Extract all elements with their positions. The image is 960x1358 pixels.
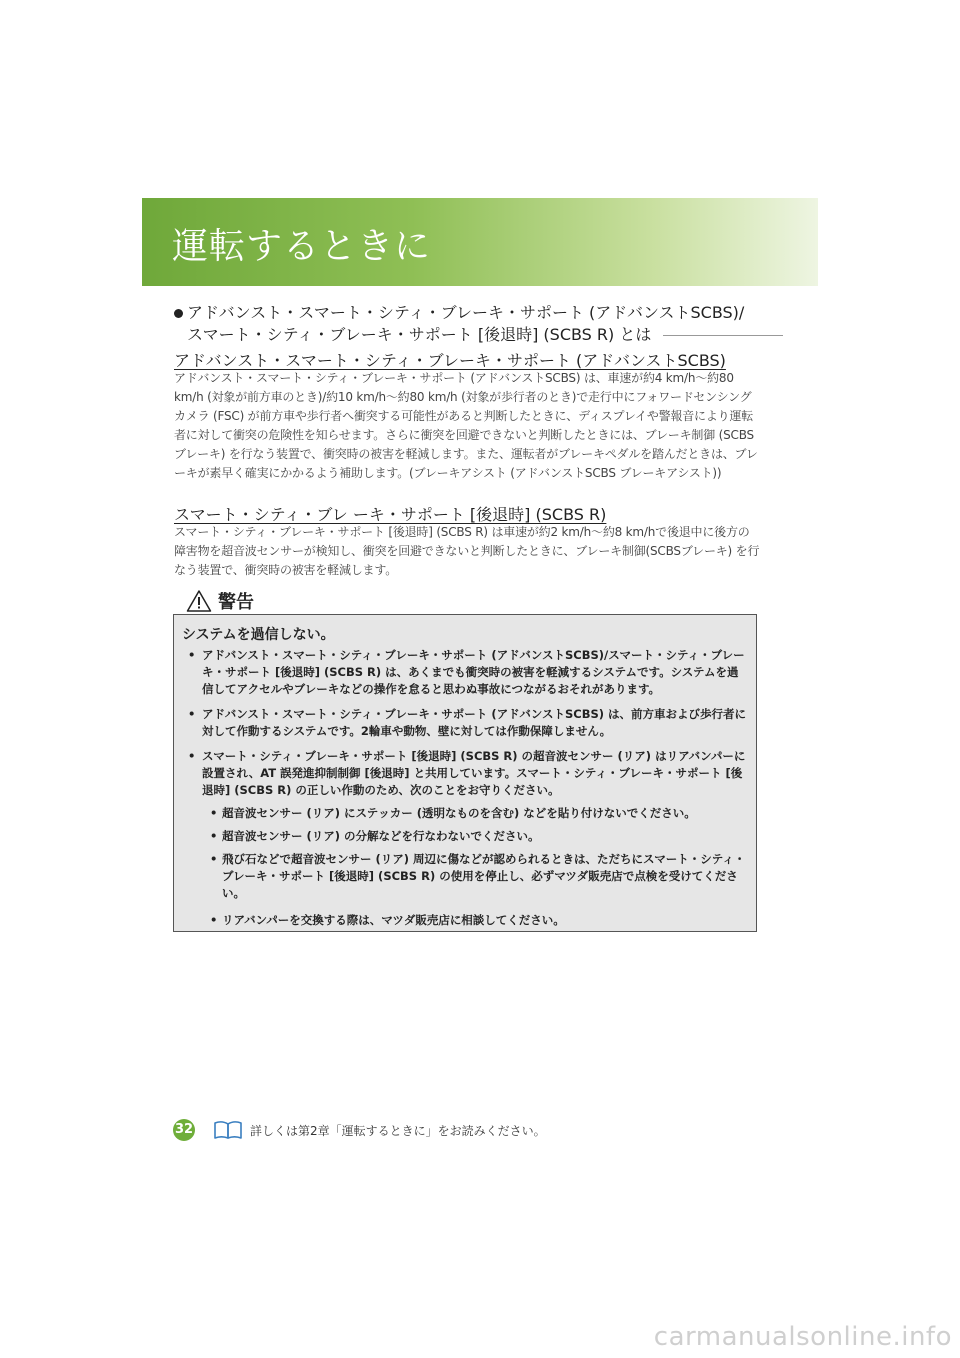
chapter-banner [142, 198, 818, 286]
warning-triangle-icon [186, 589, 212, 613]
heading-rule [663, 335, 783, 336]
section-heading [174, 302, 764, 346]
warning-subitem: • リアバンパーを交換する際は、マツダ販売店に相談してください。 [202, 912, 748, 929]
warning-item [182, 748, 748, 929]
advanced-scbs-body: アドバンスト・スマート・シティ・ブレーキ・サポート (アドバンストSCBS) は、車速が約4 km/h〜約80 km/h (対象が前方車のとき)/約10 km/h〜約80 km/h (対象が歩行者のとき)で走行中にフォワードセンシングカメラ (FSC) が前方車や歩行者へ衝突する可能性があると判断したときに、ディスプレイや警報音により運転者に対して衝突の危険性を知らせます。さらに衝突を回避できないと判断したときには、ブレーキ制御 (SCBS ブレーキ) を行なう装置で、衝突時の被害を軽減します。また、運転者がブレーキペダルを踏んだときは、ブレーキが素早く確実にかかるよう補助します。(ブレーキアシスト (アドバンストSCBS ブレーキアシスト)) [174, 371, 758, 480]
section-heading-line2: スマート・シティ・ブレーキ・サポート [後退時] (SCBS R) とは [187, 325, 652, 344]
scbs-r-body: スマート・シティ・ブレーキ・サポート [後退時] (SCBS R) は車速が約2 km/h〜約8 km/hで後退中に後方の障害物を超音波センサーが検知し、衝突を回避できないと判断したときに、ブレーキ制御(SCBSブレーキ) を行なう装置で、衝突時の被害を軽減します。 [174, 525, 760, 577]
warning-subitem: • 飛び石などで超音波センサー (リア) 周辺に傷などが認められるときは、ただちにスマート・シティ・ブレーキ・サポート [後退時] (SCBS R) の使用を停止し、必ずマツダ販売店で点検を受けてください。 [202, 851, 748, 902]
warning-item-text: スマート・シティ・ブレーキ・サポート [後退時] (SCBS R) の超音波センサー (リア) はリアバンパーに設置され、AT 誤発進抑制制御 [後退時] と共用しています。スマート・シティ・ブレーキ・サポート [後退時] (SCBS R) の正しい作動のため、次のことをお守りください。 [202, 749, 746, 797]
footer-reference: 詳しくは第2章「運転するときに」をお読みください。 [250, 1124, 546, 1138]
warning-list [182, 647, 748, 937]
watermark: carmanualsonline.info [653, 1322, 952, 1352]
section-heading-line1: アドバンスト・スマート・シティ・ブレーキ・サポート (アドバンストSCBS)/ [187, 303, 745, 322]
warning-item: • アドバンスト・スマート・シティ・ブレーキ・サポート (アドバンストSCBS)/スマート・シティ・ブレーキ・サポート [後退時] (SCBS R) は、あくまでも衝突時の被害を軽減するシステムです。システムを過信してアクセルやブレーキなどの操作を怠ると思わぬ事故につながるおそれがあります。 [182, 647, 748, 698]
page-number: 32 [173, 1119, 195, 1141]
warning-header [186, 588, 254, 614]
warning-item: • アドバンスト・スマート・シティ・ブレーキ・サポート (アドバンストSCBS) は、前方車および歩行者に対して作動するシステムです。2輪車や動物、壁に対しては作動保障しません。 [182, 706, 748, 740]
warning-label: 警告 [218, 592, 254, 613]
book-icon [213, 1120, 243, 1140]
bullet-icon [174, 309, 183, 318]
chapter-title: 運転するときに [172, 226, 432, 267]
warning-title: システムを過信しない。 [182, 627, 335, 643]
scbs-r-title: スマート・シティ・ブレ ーキ・サポート [後退時] (SCBS R) [174, 505, 607, 524]
warning-subitem: • 超音波センサー (リア) の分解などを行なわないでください。 [202, 828, 748, 845]
warning-sublist [202, 805, 748, 929]
warning-box [173, 614, 757, 932]
advanced-scbs-title: アドバンスト・スマート・シティ・ブレーキ・サポート (アドバンストSCBS) [174, 351, 726, 370]
warning-subitem: • 超音波センサー (リア) にステッカー (透明なものを含む) などを貼り付けないでください。 [202, 805, 748, 822]
